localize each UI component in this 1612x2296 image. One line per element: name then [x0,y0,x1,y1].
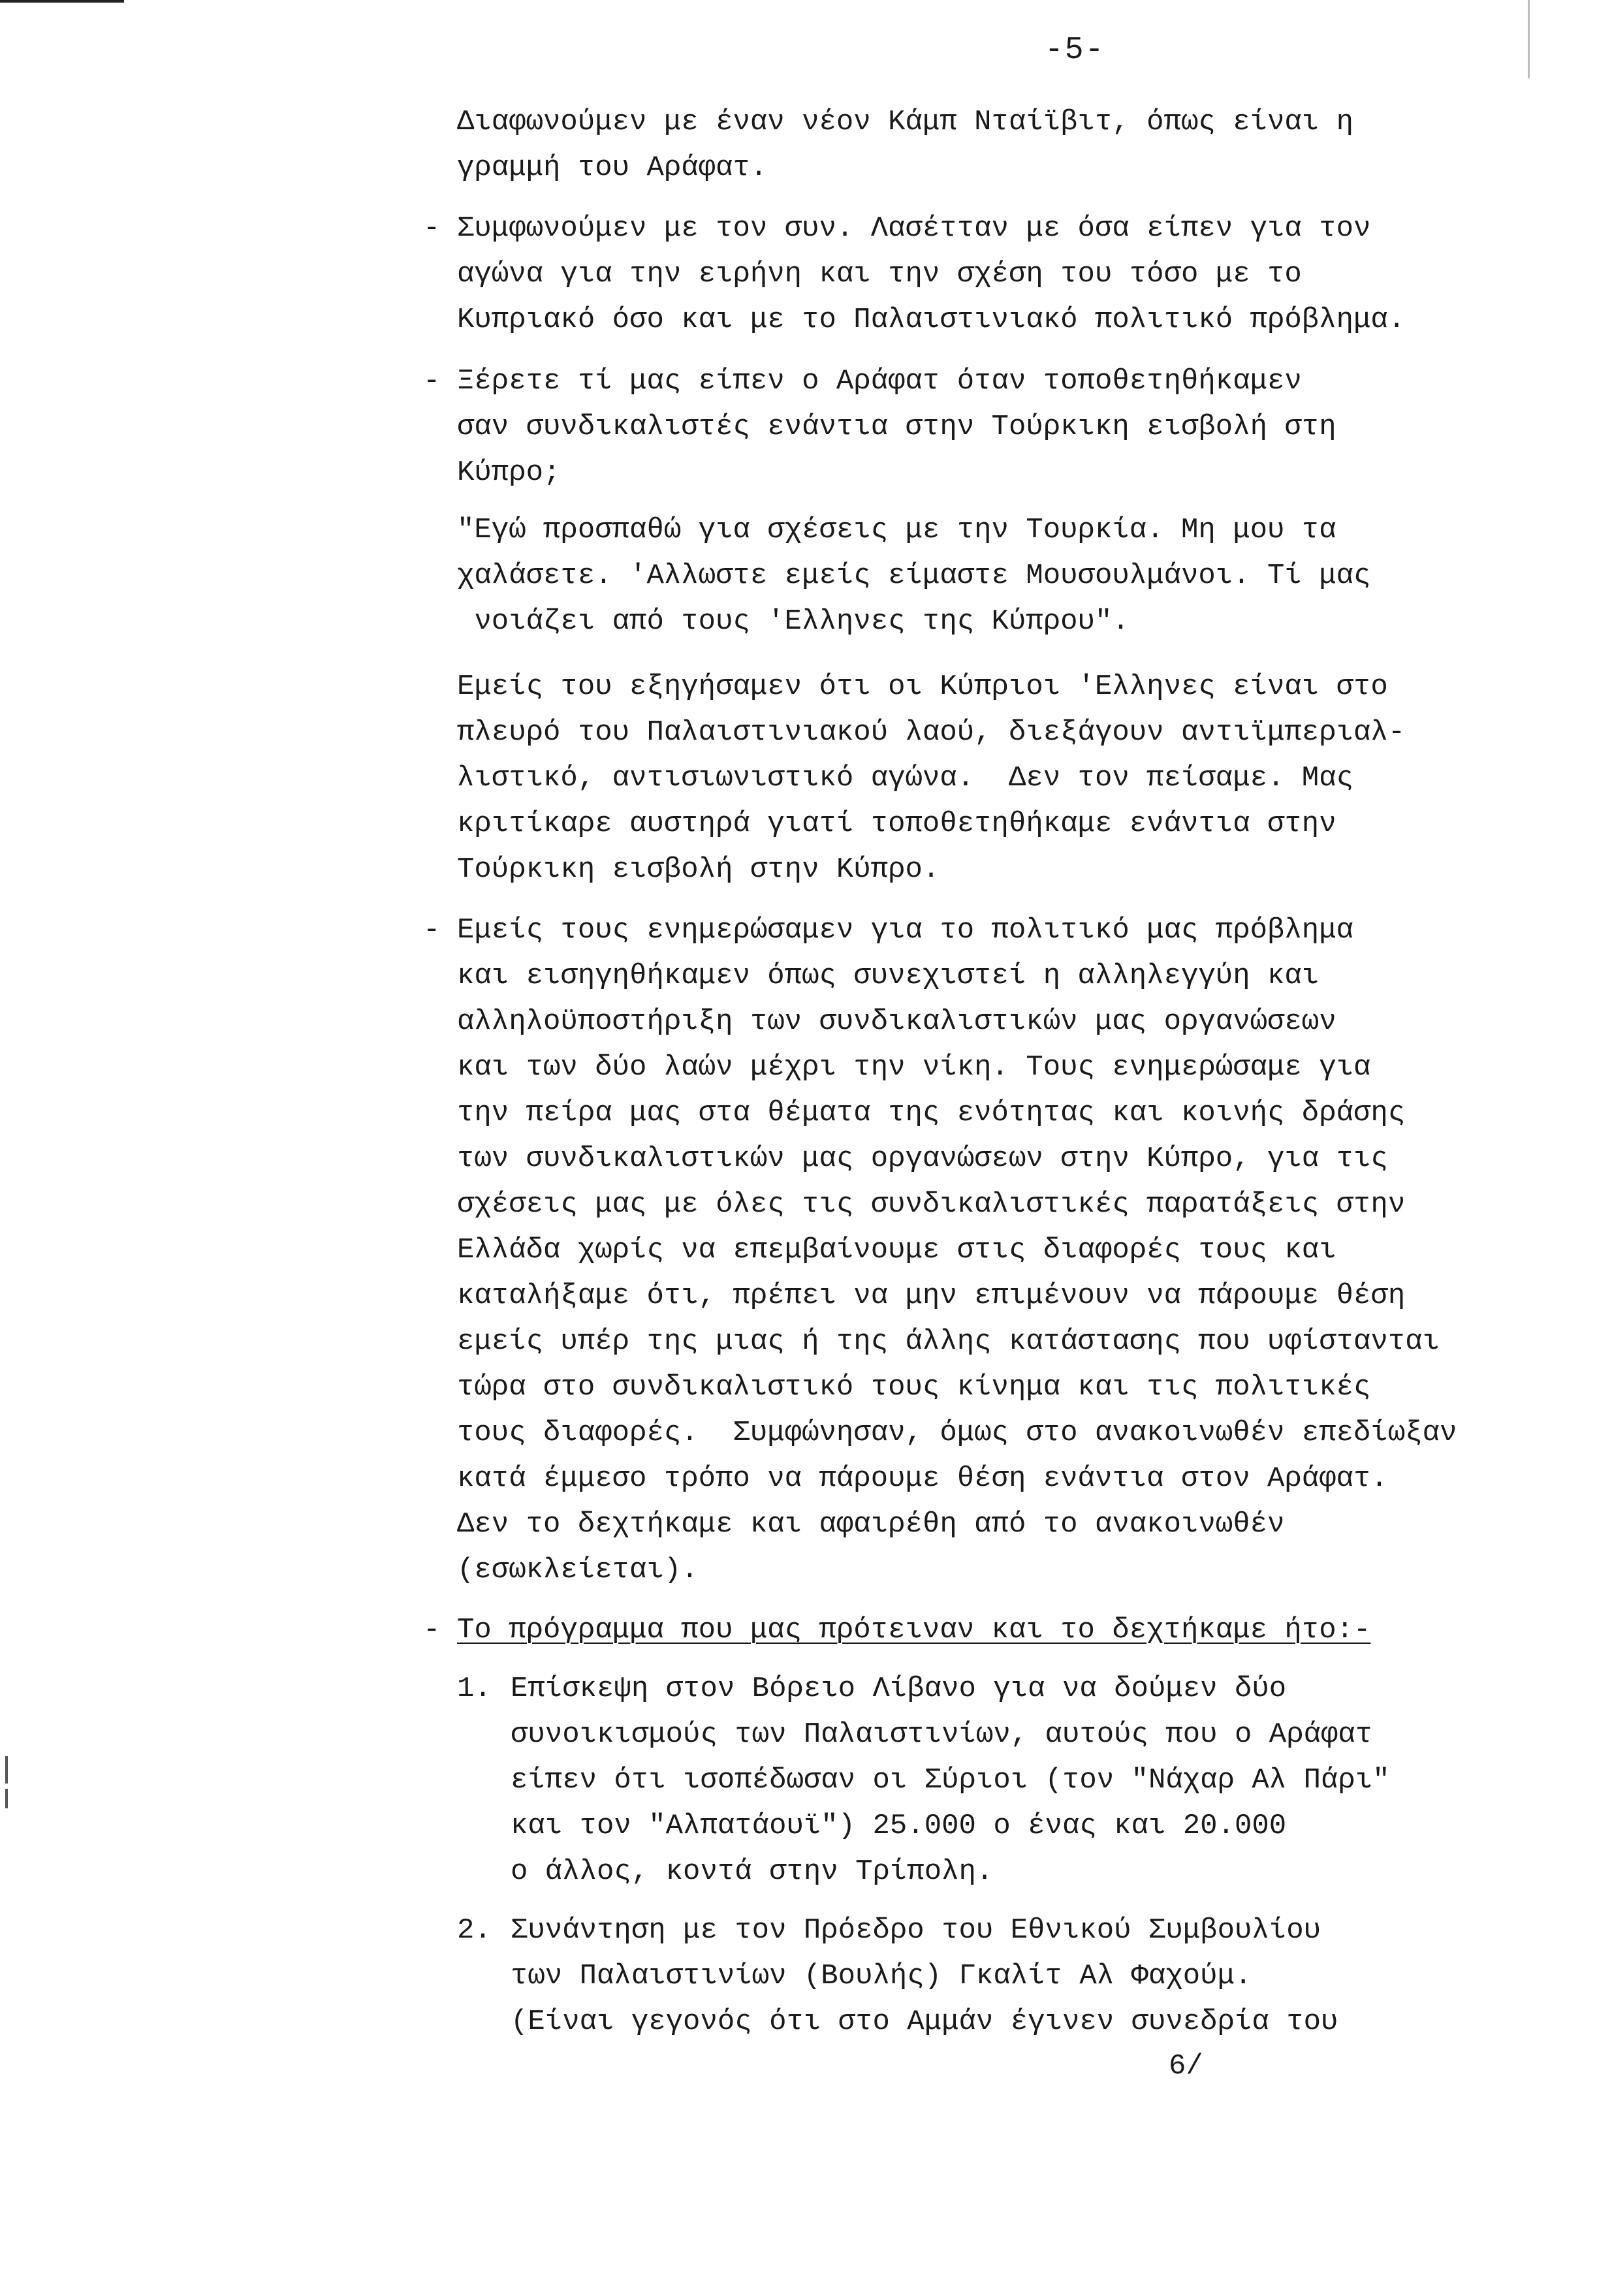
para2-line-2: αγώνα για την ειρήνη και την σχέση του τόσο με το [457,258,1302,291]
para3-line-2: σαν συνδικαλιστές ενάντια στην Τούρκικη εισβολή στη [457,411,1336,443]
para4-line-2: πλευρό του Παλαιστινιακού λαού, διεξάγουν αντιϊμπεριαλ- [457,716,1406,749]
list-item-2-line-2: των Παλαιστινίων (Βουλής) Γκαλίτ Αλ Φαχούμ. [511,1960,1252,1992]
para5-line-15: (εσωκλείεται). [457,1554,699,1586]
para5-line-8: Ελλάδα χωρίς να επεμβαίνουμε στις διαφορές τους και [457,1234,1336,1266]
para1-line-2: γραμμή του Αράφατ. [457,151,768,184]
para5-line-4: και των δύο λαών μέχρι την νίκη. Τους ενημερώσαμε για [457,1051,1371,1084]
para5-line-10: εμείς υπέρ της μιας ή της άλλης κατάστασης που υφίστανται [457,1325,1440,1358]
page-number: -5- [1045,33,1105,68]
list-item-2-line-3: (Είναι γεγονός ότι στο Αμμάν έγινεν συνεδρία του [511,2005,1338,2038]
next-page-marker: 6/ [1169,2050,1203,2083]
quote-line-3: νοιάζει από τους 'Ελληνες της Κύπρου". [457,605,1130,638]
para5-line-14: Δεν το δεχτήκαμε και αφαιρέθη από το ανακοινωθέν [457,1508,1285,1541]
quote-line-1: "Εγώ προσπαθώ για σχέσεις με την Τουρκία. Μη μου τα [457,514,1336,546]
list-item-1-line-2: συνοικισμούς των Παλαιστινίων, αυτούς που ο Αράφατ [511,1718,1373,1751]
para3-line-1: Ξέρετε τί μας είπεν ο Αράφατ όταν τοποθετηθήκαμεν [457,365,1302,398]
bullet-dash: - [423,914,441,947]
para4-line-5: Τούρκικη εισβολή στην Κύπρο. [457,853,940,886]
list-item-1-line-3: είπεν ότι ισοπέδωσαν οι Σύριοι (τον "Νάχαρ Αλ Πάρι" [511,1764,1390,1797]
scan-mark [1528,0,1530,78]
para5-line-12: τους διαφορές. Συμφώνησαν, όμως στο ανακοινωθέν επεδίωξαν [457,1417,1457,1449]
top-rule [0,0,124,3]
bullet-dash: - [423,1614,441,1646]
bullet-dash: - [423,212,441,245]
para1-line-1: Διαφωνούμεν με έναν νέον Κάμπ Νταίϊβιτ, όπως είναι η [457,106,1354,138]
list-item-1-line-5: ο άλλος, κοντά στην Τρίπολη. [511,1855,994,1888]
para5-line-6: των συνδικαλιστικών μας οργανώσεων στην Κύπρο, για τις [457,1142,1388,1175]
program-heading: Το πρόγραμμα που μας πρότειναν και το δεχτήκαμε ήτο:- [457,1614,1371,1646]
list-item-number: 2. [457,1914,492,1947]
list-item-2-line-1: Συνάντηση με τον Πρόεδρο του Εθνικού Συμβουλίου [511,1914,1321,1947]
para5-line-3: αλληλοϋποστήριξη των συνδικαλιστικών μας οργανώσεων [457,1005,1336,1038]
list-item-1-line-1: Επίσκεψη στον Βόρειο Λίβανο για να δούμεν δύο [511,1673,1287,1705]
para5-line-5: την πείρα μας στα θέματα της ενότητας και κοινής δράσης [457,1097,1406,1129]
para4-line-1: Εμείς του εξηγήσαμεν ότι οι Κύπριοι 'Ελληνες είναι στο [457,670,1388,703]
scan-mark [5,1756,8,1784]
scan-mark [5,1789,8,1808]
para5-line-11: τώρα στο συνδικαλιστικό τους κίνημα και τις πολιτικές [457,1371,1371,1404]
para5-line-13: κατά έμμεσο τρόπο να πάρουμε θέση ενάντια στον Αράφατ. [457,1462,1388,1495]
para2-line-1: Συμφωνούμεν με τον συν. Λασέτταν με όσα είπεν για τον [457,212,1371,245]
para5-line-2: και εισηγηθήκαμεν όπως συνεχιστεί η αλληλεγγύη και [457,960,1320,992]
quote-line-2: χαλάσετε. 'Αλλωστε εμείς είμαστε Μουσουλμάνοι. Τί μας [457,559,1371,592]
list-item-number: 1. [457,1673,492,1705]
para5-line-7: σχέσεις μας με όλες τις συνδικαλιστικές παρατάξεις στην [457,1188,1406,1221]
para3-line-3: Κύπρο; [457,456,561,489]
para5-line-9: καταλήξαμε ότι, πρέπει να μην επιμένουν να πάρουμε θέση [457,1280,1406,1312]
bullet-dash: - [423,365,441,398]
para4-line-3: λιστικό, αντισιωνιστικό αγώνα. Δεν τον πείσαμε. Μας [457,762,1354,794]
para5-line-1: Εμείς τους ενημερώσαμεν για το πολιτικό μας πρόβλημα [457,914,1354,947]
para4-line-4: κριτίκαρε αυστηρά γιατί τοποθετηθήκαμε ενάντια στην [457,808,1336,840]
list-item-1-line-4: και τον "Αλπατάουϊ") 25.000 ο ένας και 20.000 [511,1810,1287,1842]
para2-line-3: Κυπριακό όσο και με το Παλαιστινιακό πολιτικό πρόβλημα. [457,304,1406,336]
